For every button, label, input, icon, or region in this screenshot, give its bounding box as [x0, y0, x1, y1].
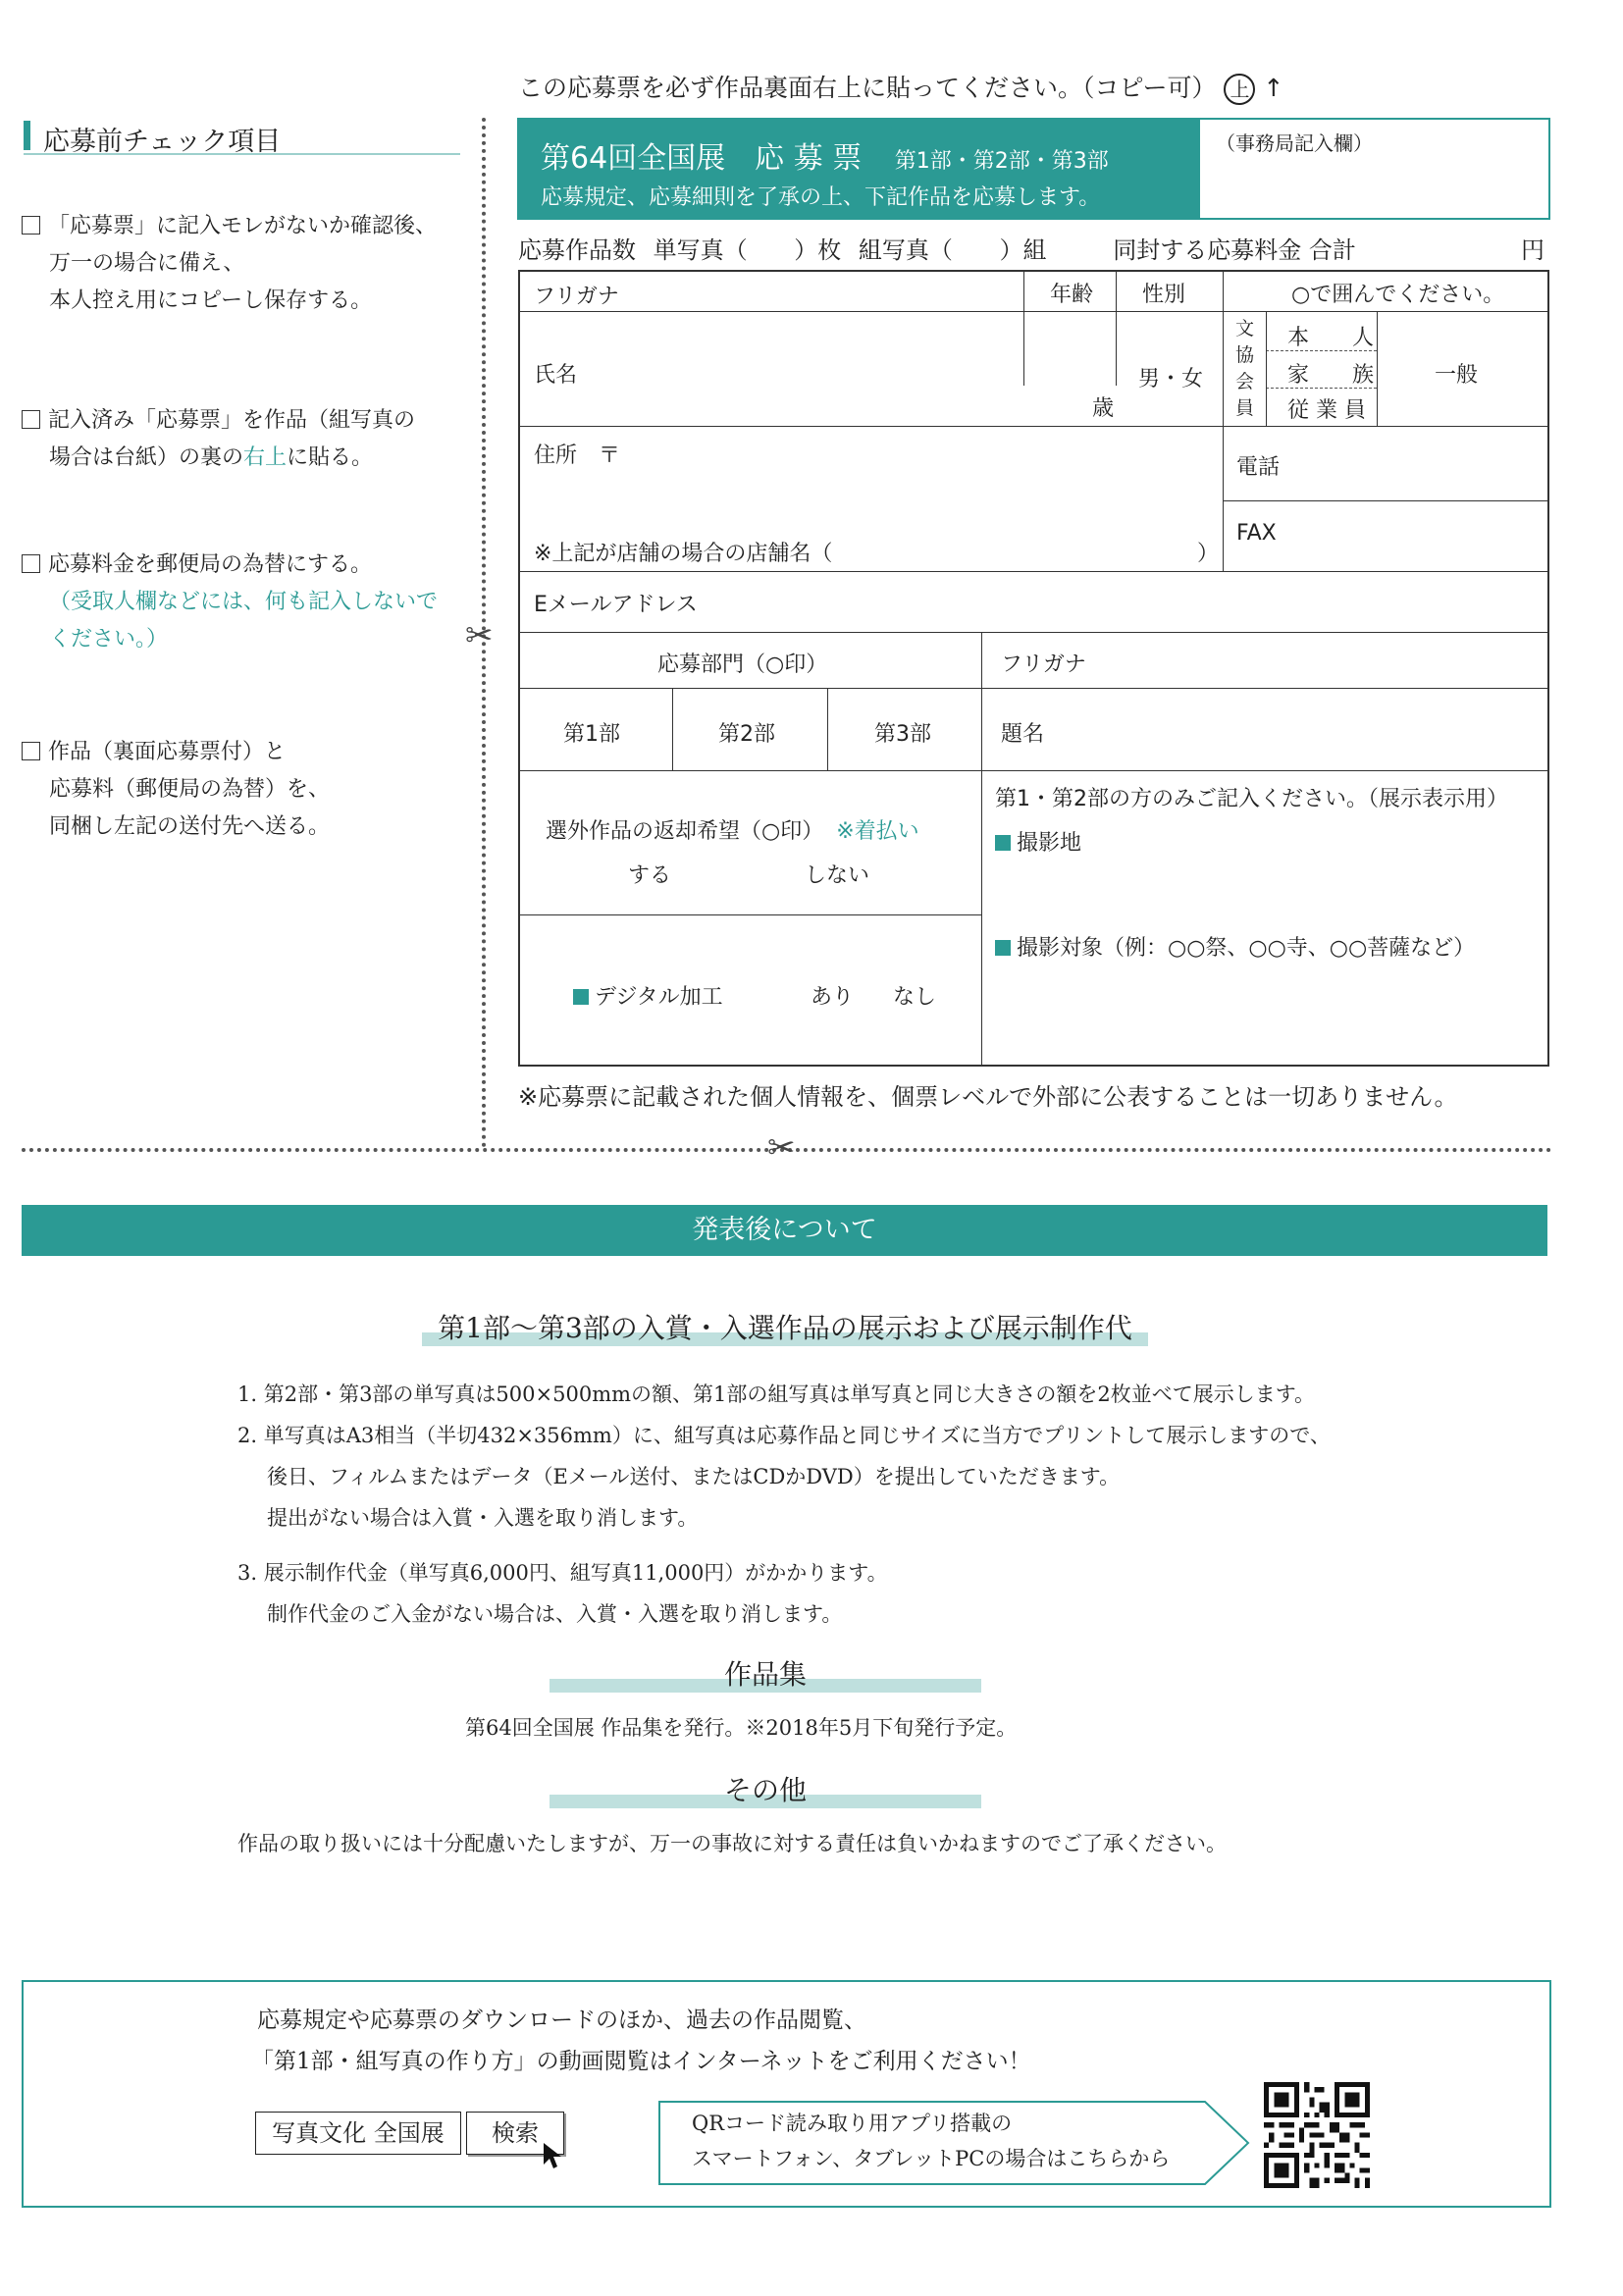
qr-text-2: スマートフォン、タブレットPCの場合はこちらから: [692, 2147, 1171, 2170]
digital-processing-label: デジタル加工: [595, 985, 723, 1010]
title-bar-accent: [24, 121, 30, 150]
section-title-text: 第1部〜第3部の入賞・入選作品の展示および展示制作代: [438, 1312, 1132, 1344]
form-title-text: 第64回全国展 応 募 票: [541, 141, 863, 176]
check-text: 記入済み「応募票」を作品（組写真の: [48, 408, 416, 433]
circle-instruction: ○で囲んでください。: [1291, 283, 1505, 307]
member-self-option[interactable]: 本 人: [1287, 326, 1375, 350]
scissors-icon: ✂: [767, 1128, 796, 1168]
form-divisions: 第1部・第2部・第3部: [894, 149, 1109, 174]
checklist-item-3: [22, 547, 463, 658]
checkbox[interactable]: [22, 216, 40, 235]
check-text: 作品（裏面応募票付）と: [48, 740, 287, 764]
section-collection-title: [550, 1653, 981, 1693]
square-bullet-icon: [573, 989, 589, 1005]
age-unit: 歳: [1092, 396, 1115, 421]
email-field[interactable]: Eメールアドレス: [534, 593, 698, 617]
check-text: 場合は台紙）の裏の: [49, 445, 244, 470]
exhibition-item-2b: 後日、フィルムまたはデータ（Eメール送付、またはCDかDVD）を提出していただきます。: [267, 1465, 1121, 1488]
fee-total-label: 同封する応募料金 合計: [1113, 236, 1356, 264]
return-yes-option[interactable]: する: [628, 863, 672, 888]
check-text: 同梱し左記の送付先へ送る。: [49, 814, 331, 839]
square-bullet-icon: [995, 940, 1011, 956]
announcement-bar: 発表後について: [22, 1205, 1547, 1256]
yen-unit: 円: [1521, 236, 1544, 264]
vertical-char: 員: [1235, 397, 1255, 419]
qr-code-icon[interactable]: [1264, 2082, 1370, 2188]
check-highlight: 右上: [243, 445, 288, 470]
form-header-banner: [519, 120, 1200, 218]
display-note: 第1・第2部の方のみご記入ください。（展示表示用）: [995, 787, 1508, 811]
check-text: 「応募票」に記入モレがないか確認後、: [48, 214, 438, 238]
cursor-icon: [542, 2141, 563, 2177]
address-field[interactable]: 住所 〒: [534, 444, 621, 468]
member-staff-option[interactable]: 従 業 員: [1287, 398, 1366, 423]
single-unit: ）枚: [794, 236, 842, 264]
check-text: 応募料金を郵便局の為替にする。: [48, 552, 373, 577]
single-photo-label: 単写真（: [653, 236, 748, 264]
checkbox[interactable]: [22, 742, 40, 760]
entry-count-row: [518, 231, 1548, 265]
check-text: 万一の場合に備え、: [49, 251, 245, 276]
entry-form-table: [518, 270, 1549, 1067]
checkbox[interactable]: [22, 554, 40, 573]
privacy-note: ※応募票に記載された個人情報を、個票レベルで外部に公表することは一切ありません。: [518, 1083, 1458, 1111]
section-exhibition-title: [422, 1307, 1148, 1346]
cod-note: ※着払い: [836, 819, 919, 844]
exhibition-item-3: 3. 展示制作代金（単写真6,000円、組写真11,000円）がかかります。: [237, 1561, 888, 1585]
store-name-close: ）: [1197, 542, 1220, 566]
count-label: 応募作品数: [518, 236, 636, 264]
title-field[interactable]: 題名: [1001, 722, 1045, 747]
vertical-char: 協: [1235, 344, 1255, 366]
checklist-item-2: [22, 402, 463, 477]
attach-note-text: この応募票を必ず作品裏面右上に貼ってください。（コピー可）: [518, 74, 1217, 102]
form-header: [517, 118, 1550, 220]
footer-text-1: 応募規定や応募票のダウンロードのほか、過去の作品閲覧、: [257, 2008, 866, 2033]
fax-field[interactable]: FAX: [1236, 521, 1277, 546]
department-label: 応募部門（○印）: [657, 652, 828, 677]
dept-3-option[interactable]: 第3部: [874, 722, 931, 747]
other-text: 作品の取り扱いには十分配慮いたしますが、万一の事故に対する責任は負いかねますのでご了承ください。: [237, 1832, 1227, 1855]
check-text: に貼る。: [287, 445, 374, 470]
furigana-label: フリガナ: [534, 285, 619, 309]
checklist-item-1: [22, 208, 463, 320]
association-member-label: [1235, 316, 1257, 422]
check-text: 応募料（郵便局の為替）を、: [49, 777, 331, 802]
return-request-label: 選外作品の返却希望（○印）: [546, 819, 824, 844]
exhibition-item-1: 1. 第2部・第3部の単写真は500×500mmの額、第1部の組写真は単写真と同じ大きさの額を2枚並べて展示します。: [237, 1383, 1316, 1406]
office-use-label: （事務局記入欄）: [1216, 131, 1373, 155]
name-label: 氏名: [534, 363, 578, 388]
scissors-icon: ✂: [465, 616, 494, 655]
phone-field[interactable]: 電話: [1236, 455, 1281, 480]
vertical-char: 会: [1235, 371, 1255, 392]
form-subtitle: 応募規定、応募細則を了承の上、下記作品を応募します。: [541, 185, 1101, 210]
form-title: [541, 133, 1109, 177]
location-field[interactable]: 撮影地: [1017, 831, 1082, 856]
general-option[interactable]: 一般: [1435, 363, 1479, 388]
check-note: （受取人欄などには、何も記入しないで: [49, 590, 439, 614]
footer-text-2: 「第1部・組写真の作り方」の動画閲覧はインターネットをご利用ください！: [251, 2049, 1031, 2074]
section-title-text: 作品集: [723, 1658, 807, 1691]
group-photo-label: 組写真（: [858, 236, 953, 264]
group-unit: ）組: [999, 236, 1047, 264]
exhibition-item-3b: 制作代金のご入金がない場合は、入賞・入選を取り消します。: [267, 1602, 843, 1626]
qr-text-1: QRコード読み取り用アプリ搭載の: [692, 2112, 1013, 2135]
square-bullet-icon: [995, 835, 1011, 851]
check-text: 本人控え用にコピーし保存する。: [49, 288, 373, 313]
title-furigana-label: フリガナ: [1001, 652, 1086, 677]
digital-yes-option[interactable]: あり: [811, 985, 855, 1010]
return-no-option[interactable]: しない: [805, 863, 870, 888]
age-label: 年齢: [1050, 283, 1094, 307]
store-name-field[interactable]: ※上記が店舗の場合の店舗名（: [534, 542, 833, 566]
check-note: ください。）: [49, 627, 169, 652]
digital-no-option[interactable]: なし: [893, 985, 937, 1010]
search-input[interactable]: 写真文化 全国展: [255, 2112, 461, 2155]
vertical-char: 文: [1235, 318, 1255, 339]
arrow-up-icon: ↑: [1263, 74, 1284, 102]
member-family-option[interactable]: 家 族: [1287, 363, 1375, 388]
circle-up-mark: 上: [1224, 74, 1255, 105]
dept-1-option[interactable]: 第1部: [563, 722, 620, 747]
collection-text: 第64回全国展 作品集を発行。※2018年5月下旬発行予定。: [465, 1716, 1018, 1740]
checklist-title: [24, 118, 460, 155]
checklist-title-text: 応募前チェック項目: [43, 127, 282, 157]
gender-options[interactable]: 男・女: [1138, 367, 1204, 391]
search-button[interactable]: 検索: [466, 2112, 564, 2155]
section-title-text: その他: [723, 1774, 807, 1806]
exhibition-item-2c: 提出がない場合は入賞・入選を取り消します。: [267, 1506, 699, 1530]
dept-2-option[interactable]: 第2部: [718, 722, 775, 747]
exhibition-item-2: 2. 単写真はA3相当（半切432×356mm）に、組写真は応募作品と同じサイズに当方でプリントして展示しますので、: [237, 1424, 1331, 1447]
checkbox[interactable]: [22, 410, 40, 429]
checklist-item-4: [22, 734, 463, 846]
section-other-title: [550, 1769, 981, 1808]
gender-label: 性別: [1142, 283, 1186, 307]
subject-field[interactable]: 撮影対象（例：○○祭、○○寺、○○菩薩など）: [1017, 936, 1476, 961]
attach-note: [518, 69, 1283, 105]
